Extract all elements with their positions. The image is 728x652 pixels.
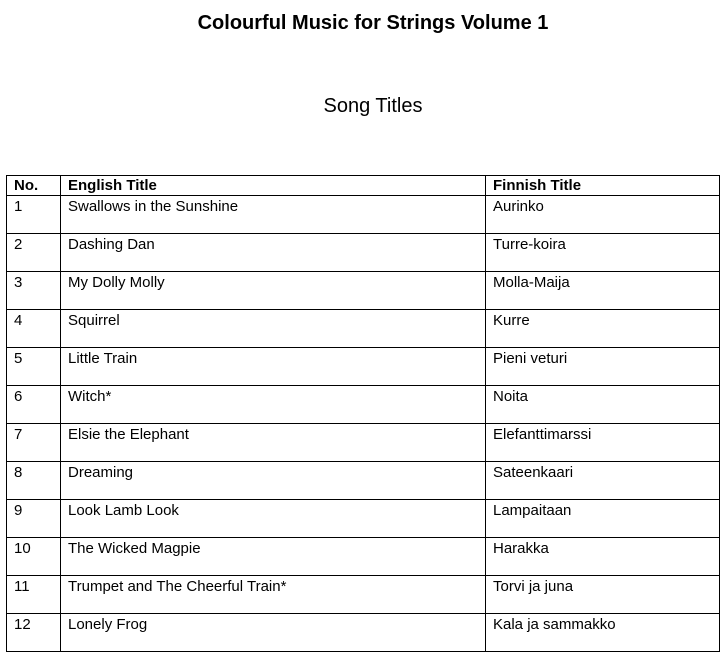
cell-number: 6: [7, 386, 61, 424]
cell-english-title: Witch*: [61, 386, 486, 424]
cell-finnish-title: Pieni veturi: [486, 348, 720, 386]
cell-finnish-title: Sateenkaari: [486, 462, 720, 500]
cell-number: 8: [7, 462, 61, 500]
header-english-title: English Title: [61, 176, 486, 196]
table-row: [7, 538, 720, 576]
table-row: [7, 614, 720, 652]
cell-finnish-title: Molla-Maija: [486, 272, 720, 310]
table-row: [7, 576, 720, 614]
cell-english-title: The Wicked Magpie: [61, 538, 486, 576]
cell-number: 4: [7, 310, 61, 348]
cell-number: 5: [7, 348, 61, 386]
cell-finnish-title: Harakka: [486, 538, 720, 576]
cell-finnish-title: Kurre: [486, 310, 720, 348]
song-rows: [7, 196, 720, 652]
cell-english-title: Elsie the Elephant: [61, 424, 486, 462]
cell-finnish-title: Elefanttimarssi: [486, 424, 720, 462]
cell-number: 9: [7, 500, 61, 538]
cell-finnish-title: Noita: [486, 386, 720, 424]
table-row: [7, 462, 720, 500]
cell-finnish-title: Turre-koira: [486, 234, 720, 272]
cell-number: 11: [7, 576, 61, 614]
table-row: [7, 348, 720, 386]
cell-english-title: Dreaming: [61, 462, 486, 500]
cell-english-title: Squirrel: [61, 310, 486, 348]
document-title: Colourful Music for Strings Volume 1: [197, 12, 549, 34]
cell-english-title: Swallows in the Sunshine: [61, 196, 486, 234]
header-number: No.: [7, 176, 61, 196]
header-finnish-title: Finnish Title: [486, 176, 720, 196]
cell-number: 7: [7, 424, 61, 462]
cell-english-title: Trumpet and The Cheerful Train*: [61, 576, 486, 614]
cell-number: 10: [7, 538, 61, 576]
table-header-row: [7, 176, 720, 196]
table-row: [7, 424, 720, 462]
cell-number: 12: [7, 614, 61, 652]
cell-english-title: Look Lamb Look: [61, 500, 486, 538]
cell-english-title: Lonely Frog: [61, 614, 486, 652]
table-row: [7, 310, 720, 348]
table-row: [7, 234, 720, 272]
cell-english-title: My Dolly Molly: [61, 272, 486, 310]
cell-finnish-title: Kala ja sammakko: [486, 614, 720, 652]
cell-finnish-title: Lampaitaan: [486, 500, 720, 538]
table-row: [7, 386, 720, 424]
table-row: [7, 500, 720, 538]
cell-finnish-title: Aurinko: [486, 196, 720, 234]
cell-finnish-title: Torvi ja juna: [486, 576, 720, 614]
cell-english-title: Dashing Dan: [61, 234, 486, 272]
cell-number: 2: [7, 234, 61, 272]
cell-number: 3: [7, 272, 61, 310]
cell-number: 1: [7, 196, 61, 234]
song-titles-table: [6, 175, 720, 652]
table-row: [7, 272, 720, 310]
document-subtitle: Song Titles: [323, 95, 423, 117]
cell-english-title: Little Train: [61, 348, 486, 386]
table-row: [7, 196, 720, 234]
